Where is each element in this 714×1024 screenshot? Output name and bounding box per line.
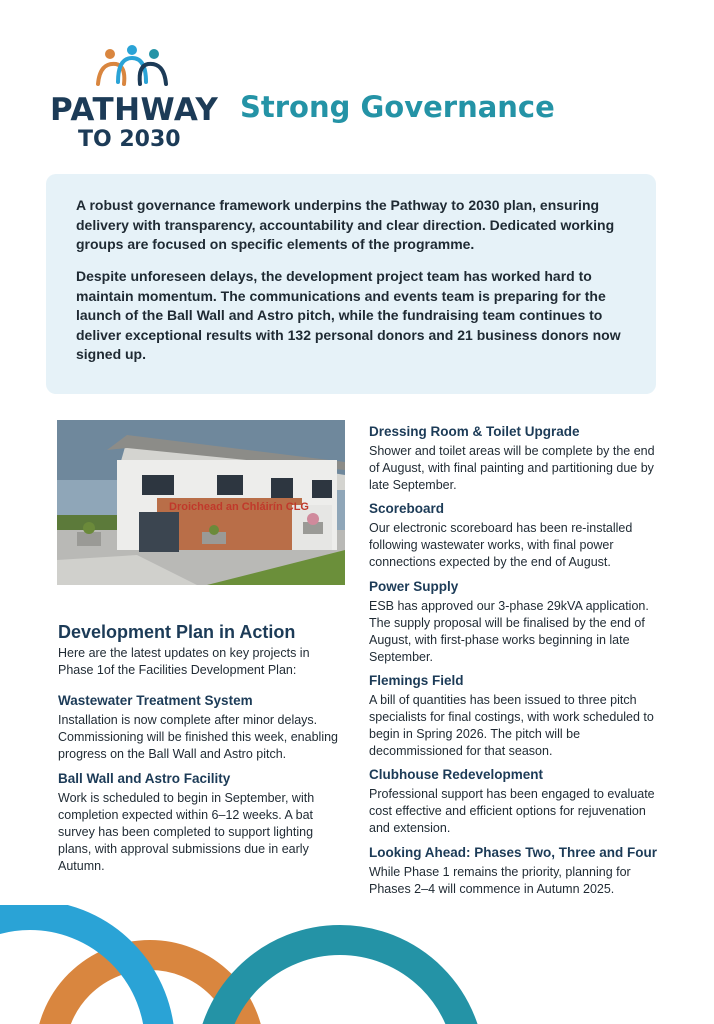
logo-subtitle: TO 2030 [78, 127, 181, 152]
item-title: Flemings Field [369, 673, 464, 688]
item-body: Professional support has been engaged to evaluate cost effective and efficient options for rejuvenation and extension. [369, 787, 655, 835]
update-item [369, 424, 659, 494]
update-item [369, 673, 659, 760]
three-people-icon [92, 44, 172, 90]
section-heading: Development Plan in Action [58, 622, 296, 642]
item-body: Work is scheduled to begin in September, with completion expected within 6–12 weeks. A bat survey has been completed to support lighting plans, with approval submissions due in early Autumn. [58, 791, 315, 873]
item-title: Clubhouse Redevelopment [369, 767, 544, 782]
item-title: Power Supply [369, 579, 459, 594]
update-item [58, 771, 348, 875]
logo-wordmark: PATHWAY [50, 92, 219, 128]
item-title: Dressing Room & Toilet Upgrade [369, 424, 580, 439]
update-item [369, 767, 669, 837]
item-body: A bill of quantities has been issued to three pitch specialists for final costings, with work scheduled to begin in Spring 2026. The pitch will be decommissioned for that season. [369, 693, 654, 758]
item-body: Shower and toilet areas will be complete by the end of August, with final painting and partitioning due by late September. [369, 444, 655, 492]
intro-paragraph: A robust governance framework underpins the Pathway to 2030 plan, ensuring delivery with transparency, accountability and clear direction. Dedicated working groups are focused on specific elements of the programme. [76, 197, 615, 253]
intro-box [46, 174, 656, 394]
page-title: Strong Governance [240, 90, 555, 124]
section-intro: Here are the latest updates on key projects in Phase 1of the Facilities Development Plan: [58, 646, 310, 677]
update-item [58, 693, 348, 763]
item-body: Our electronic scoreboard has been re-installed following wastewater works, with final power connections expected by the end of August. [369, 521, 633, 569]
item-title: Scoreboard [369, 501, 445, 516]
item-body: Installation is now complete after minor delays. Commissioning will be finished this week, enabling progress on the Ball Wall and Astro pitch. [58, 713, 338, 761]
item-title: Wastewater Treatment System [58, 693, 253, 708]
building-sign-text: Droichead an Chláirín CLG [169, 501, 309, 513]
decorative-arcs [0, 905, 714, 1024]
item-title: Ball Wall and Astro Facility [58, 771, 231, 786]
update-item [369, 501, 659, 571]
item-body: While Phase 1 remains the priority, planning for Phases 2–4 will commence in Autumn 2025. [369, 865, 631, 896]
update-item [369, 845, 669, 898]
intro-paragraph: Despite unforeseen delays, the development project team has worked hard to maintain momentum. The communications and events team is preparing for the launch of the Ball Wall and Astro pitch, while the fundraising team continues to deliver exceptional results with 132 personal donors and 21 business donors now signed up. [76, 268, 621, 363]
logo [50, 40, 220, 155]
clubhouse-photo [57, 420, 345, 585]
item-title: Looking Ahead: Phases Two, Three and Four [369, 845, 658, 860]
item-body: ESB has approved our 3-phase 29kVA application. The supply proposal will be finalised by the end of August, with first-phase works beginning in late September. [369, 599, 649, 664]
update-item [369, 579, 661, 666]
